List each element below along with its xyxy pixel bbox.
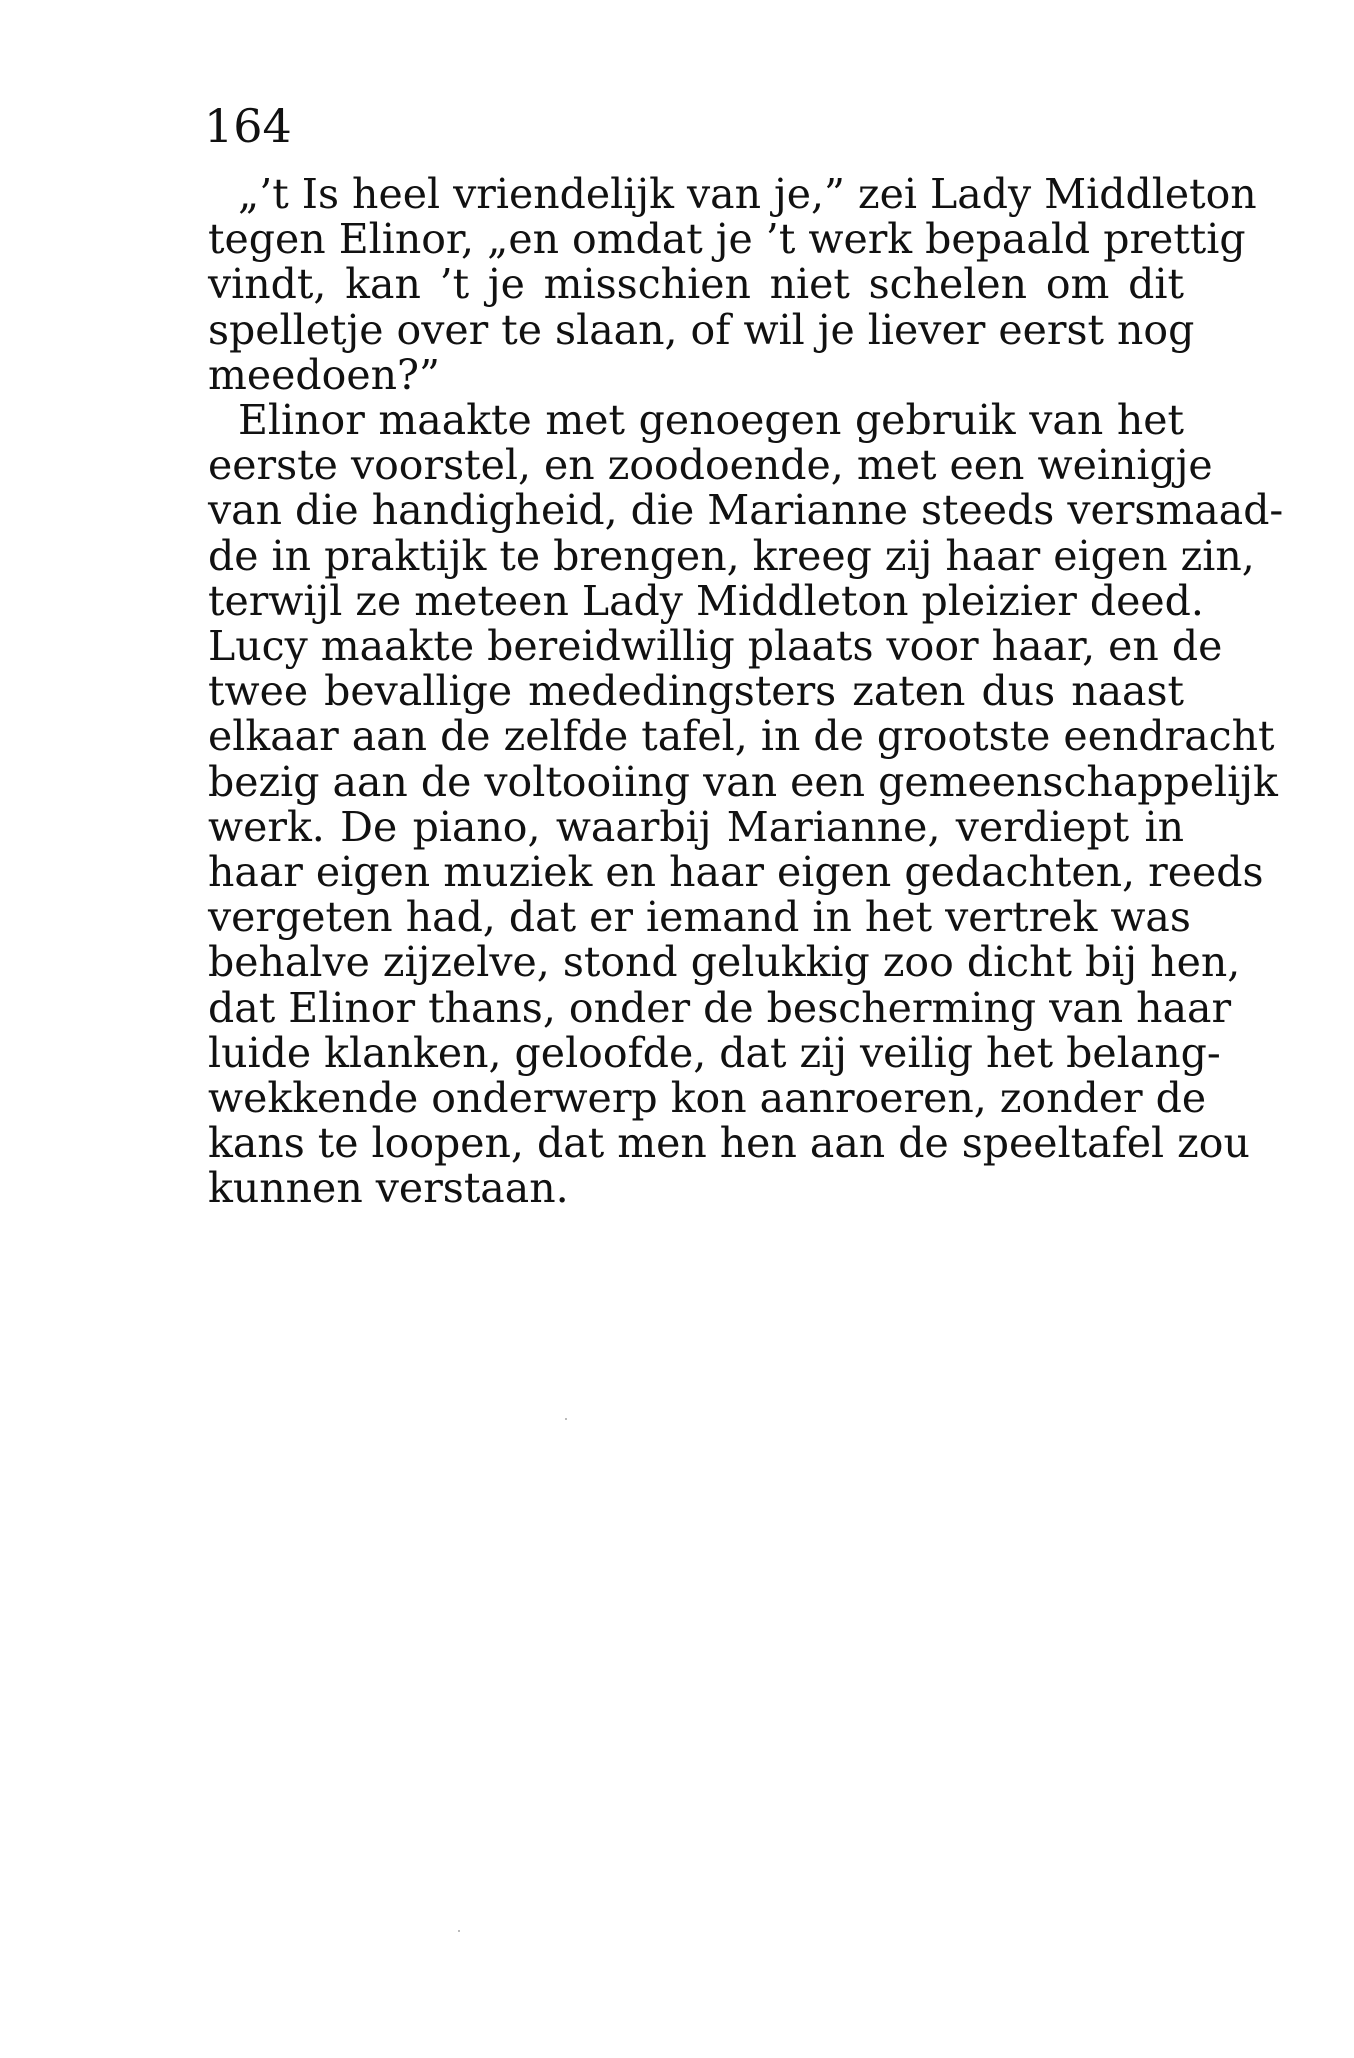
- page-number: 164: [204, 99, 292, 153]
- text-line: terwijl ze meteen Lady Middleton pleizier deed.: [208, 576, 1204, 625]
- text-line: vindt, kan ’t je misschien niet schelen om dit: [208, 260, 1184, 309]
- text-line: eerste voorstel, en zoodoende, met een weinigje: [208, 441, 1213, 490]
- text-line: de in praktijk te brengen, kreeg zij haar eigen zin,: [208, 531, 1255, 580]
- text-line: „’t Is heel vriendelijk van je,” zei Lady Middleton: [238, 170, 1257, 218]
- scan-speck: [458, 1930, 460, 1932]
- text-line: haar eigen muziek en haar eigen gedachten, reeds: [208, 848, 1264, 897]
- text-line: vergeten had, dat er iemand in het vertrek was: [208, 893, 1191, 942]
- text-line: spelletje over te slaan, of wil je liever eerst nog: [208, 305, 1195, 354]
- scan-speck: [565, 1418, 567, 1420]
- text-line: wekkende onderwerp kon aanroeren, zonder de: [208, 1074, 1207, 1123]
- text-line: tegen Elinor, „en omdat je ’t werk bepaald prettig: [208, 215, 1246, 264]
- text-line: luide klanken, geloofde, dat zij veilig het belang-: [208, 1028, 1221, 1077]
- text-line: meedoen?”: [208, 350, 440, 399]
- paragraph-1: [208, 170, 1257, 399]
- body-text: [208, 170, 1284, 1213]
- text-line: kunnen verstaan.: [208, 1164, 569, 1213]
- text-line: elkaar aan de zelfde tafel, in de grootste eendracht: [208, 712, 1275, 761]
- text-line: van die handigheid, die Marianne steeds versmaad-: [208, 486, 1284, 535]
- text-line: Lucy maakte bereidwillig plaats voor haar, en de: [208, 622, 1223, 671]
- text-line: dat Elinor thans, onder de bescherming van haar: [208, 983, 1232, 1032]
- paragraph-2: [208, 396, 1284, 1213]
- text-line: kans te loopen, dat men hen aan de speeltafel zou: [208, 1119, 1250, 1168]
- text-line: twee bevallige mededingsters zaten dus naast: [208, 667, 1184, 716]
- text-line: Elinor maakte met genoegen gebruik van het: [238, 396, 1184, 445]
- text-line: werk. De piano, waarbij Marianne, verdiept in: [208, 802, 1184, 851]
- text-line: behalve zijzelve, stond gelukkig zoo dicht bij hen,: [208, 938, 1241, 987]
- text-line: bezig aan de voltooiing van een gemeenschappelijk: [208, 757, 1278, 806]
